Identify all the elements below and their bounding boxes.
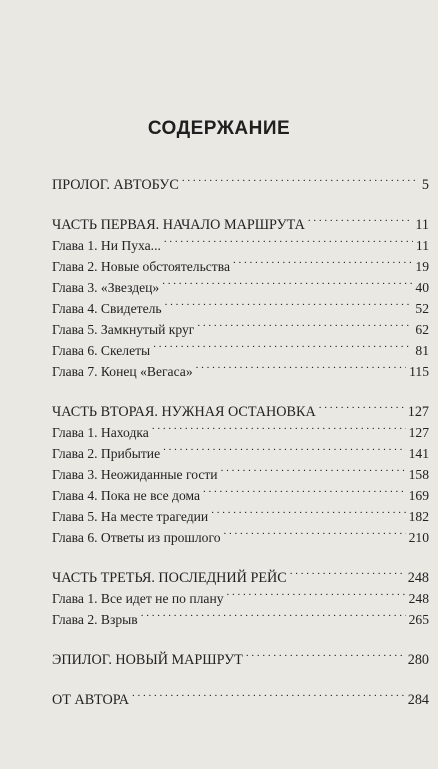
- dot-leader: [308, 208, 413, 229]
- dot-leader: [163, 437, 406, 458]
- toc-chapter-page: 127: [408, 425, 429, 440]
- toc-chapter-page: 248: [408, 591, 429, 606]
- dot-leader: [153, 334, 412, 355]
- page-title: СОДЕРЖАНИЕ: [147, 118, 291, 139]
- toc-chapter-page: 115: [409, 364, 429, 379]
- toc-chapter-label: Глава 2. Прибытие: [52, 446, 161, 461]
- toc-part-page: 127: [407, 404, 429, 420]
- toc-chapter-label: Глава 3. Неожиданные гости: [52, 467, 218, 482]
- toc-part-2: [52, 395, 429, 420]
- dot-leader: [290, 561, 405, 582]
- toc-entry-label: ПРОЛОГ. АВТОБУС: [52, 177, 179, 193]
- dot-leader: [221, 458, 406, 479]
- toc-chapter-label: Глава 1. Находка: [52, 425, 149, 440]
- dot-leader: [211, 500, 405, 521]
- toc-part-3: [52, 561, 429, 586]
- toc-chapter-label: Глава 5. Замкнутый круг: [52, 322, 195, 337]
- toc-chapter-page: 81: [415, 343, 429, 358]
- toc-chapter-page: 182: [408, 509, 429, 524]
- dot-leader: [182, 168, 419, 189]
- dot-leader: [319, 395, 405, 416]
- toc-chapter-label: Глава 1. Все идет не по плану: [52, 591, 224, 606]
- dot-leader: [165, 292, 413, 313]
- toc-chapter-label: Глава 1. Ни Пуха...: [52, 238, 161, 253]
- toc-part-page: 11: [415, 217, 429, 233]
- toc-chapter-page: 141: [408, 446, 429, 461]
- toc-chapter-label: Глава 4. Пока не все дома: [52, 488, 201, 503]
- toc-chapter-page: 265: [408, 612, 429, 627]
- toc-part-1: [52, 208, 429, 233]
- toc-chapter-page: 40: [415, 280, 429, 295]
- dot-leader: [162, 271, 412, 292]
- toc-part-label: ЧАСТЬ ТРЕТЬЯ. ПОСЛЕДНИЙ РЕЙС: [52, 570, 287, 586]
- toc-part-page: 248: [407, 570, 429, 586]
- toc-entry-epilogue: [52, 643, 429, 668]
- toc-chapter-page: 52: [415, 301, 429, 316]
- toc-entry-prologue: [52, 168, 429, 193]
- dot-leader: [196, 355, 406, 376]
- toc-chapter-label: Глава 4. Свидетель: [52, 301, 162, 316]
- toc-entry-label: ОТ АВТОРА: [52, 692, 130, 708]
- toc-entry-page: 284: [407, 692, 429, 708]
- toc-chapter-label: Глава 6. Скелеты: [52, 343, 151, 358]
- toc-chapter-label: Глава 3. «Звездец»: [52, 280, 160, 295]
- toc-entry-author: [52, 683, 429, 708]
- toc-chapter-label: Глава 2. Взрыв: [52, 612, 138, 627]
- toc-entry-page: 5: [421, 177, 429, 193]
- dot-leader: [132, 683, 405, 704]
- dot-leader: [233, 250, 412, 271]
- toc-chapter-label: Глава 2. Новые обстоятельства: [52, 259, 231, 274]
- dot-leader: [141, 603, 406, 624]
- toc-chapter-label: Глава 5. На месте трагедии: [52, 509, 209, 524]
- toc-part-label: ЧАСТЬ ПЕРВАЯ. НАЧАЛО МАРШРУТА: [52, 217, 305, 233]
- dot-leader: [197, 313, 412, 334]
- toc-chapter-page: 11: [415, 238, 429, 253]
- dot-leader: [152, 416, 406, 437]
- dot-leader: [246, 643, 405, 664]
- toc-chapter-page: 62: [415, 322, 429, 337]
- toc-part-label: ЧАСТЬ ВТОРАЯ. НУЖНАЯ ОСТАНОВКА: [52, 404, 316, 420]
- dot-leader: [227, 582, 406, 603]
- toc-entry-page: 280: [407, 652, 429, 668]
- toc-chapter-page: 210: [408, 530, 429, 545]
- table-of-contents: [52, 168, 429, 708]
- toc-entry-label: ЭПИЛОГ. НОВЫЙ МАРШРУТ: [52, 652, 243, 668]
- toc-chapter-page: 169: [408, 488, 429, 503]
- toc-chapter-page: 19: [415, 259, 429, 274]
- dot-leader: [164, 229, 413, 250]
- toc-chapter-label: Глава 6. Ответы из прошлого: [52, 530, 221, 545]
- dot-leader: [224, 521, 406, 542]
- toc-chapter-page: 158: [408, 467, 429, 482]
- dot-leader: [203, 479, 406, 500]
- toc-chapter-label: Глава 7. Конец «Вегаса»: [52, 364, 193, 379]
